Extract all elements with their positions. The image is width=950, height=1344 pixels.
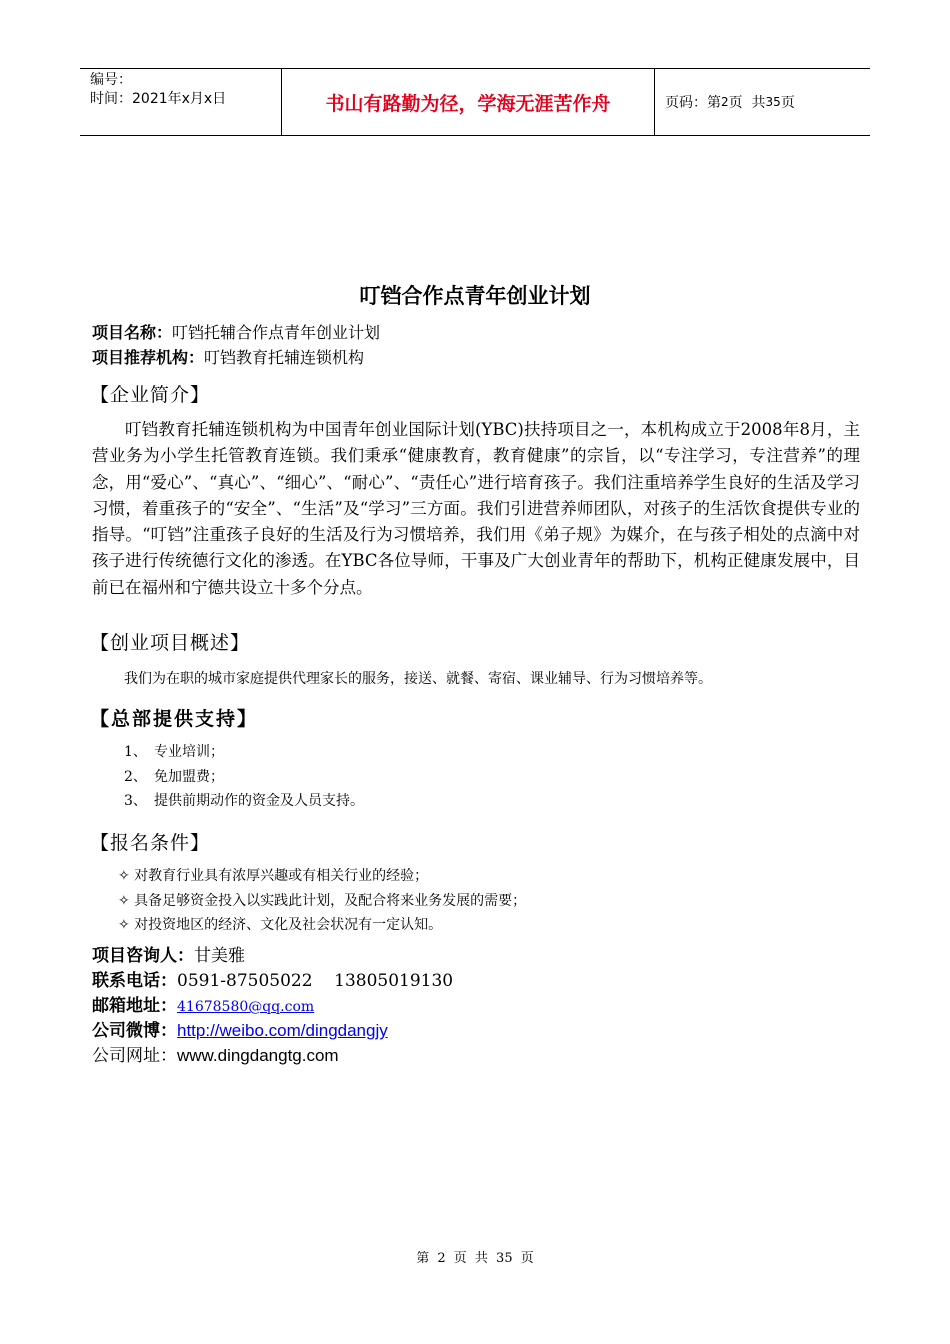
phone-label: 联系电话： (92, 971, 177, 991)
consultant: 甘美雅 (194, 946, 245, 966)
consultant-line (92, 941, 245, 966)
project-name-label: 项目名称： (92, 323, 173, 342)
site-line (92, 1041, 339, 1066)
overview-heading: 【创业项目概述】 (90, 632, 251, 654)
page-prefix: 页码：第 (665, 95, 721, 111)
intro-paragraph: 叮铛教育托辅连锁机构为中国青年创业国际计划(YBC)扶持项目之一，本机构成立于2008年8月，主营业务为小学生托管教育连锁。我们秉承“健康教育，教育健康”的宗旨，以“专注学习，专注营养”的理念，用“爱心”、“真心”、“细心”、“耐心”、“责任心”进行培育孩子。我们注重培养学生良好的生活及学习习惯，着重孩子的“安全”、“生活”及“学习”三方面。我们引进营养师团队，对孩子的生活饮食提供专业的指导。“叮铛”注重孩子良好的生活及行为习惯培养，我们用《弟子规》为媒介，在与孩子相处的点滴中对孩子进行传统德行文化的渗透。在YBC各位导师，干事及广大创业青年的帮助下，机构正健康发展中，目前已在福州和宁德共设立十多个分点。 (92, 420, 860, 597)
requirements-heading: 【报名条件】 (90, 832, 211, 854)
support-list (124, 740, 364, 814)
time-text: 时间：2021年x月x日 (90, 91, 227, 107)
page-indicator (655, 69, 870, 135)
list-item: ✧ 对教育行业具有浓厚兴趣或有相关行业的经验； (118, 868, 429, 884)
weibo-label: 公司微博： (92, 1021, 177, 1041)
list-item: 3、 提供前期动作的资金及人员支持。 (124, 793, 364, 809)
number-label: 编号： (90, 72, 132, 88)
overview-paragraph: 我们为在职的城市家庭提供代理家长的服务，接送、就餐、寄宿、课业辅导、行为习惯培养等。 (124, 671, 712, 687)
page-title: 叮铛合作点青年创业计划 (359, 284, 591, 308)
list-item: ✧ 具备足够资金投入以实践此计划，及配合将来业务发展的需要； (118, 892, 527, 909)
page-total: 35 (765, 95, 781, 109)
weibo-link[interactable]: http://weibo.com/dingdangjy (177, 1021, 388, 1040)
requirements-list (118, 864, 526, 938)
consultant-label: 项目咨询人： (92, 946, 194, 966)
page-number: 2 (721, 95, 729, 109)
weibo-line (92, 1016, 388, 1041)
site-url: www.dingdangtg.com (177, 1046, 339, 1065)
page-suffix: 页 (780, 95, 795, 111)
email-link[interactable]: 41678580@qq.com (177, 999, 315, 1015)
project-name-line (92, 320, 380, 343)
intro-heading: 【企业简介】 (90, 384, 211, 406)
site-label: 公司网址： (92, 1046, 177, 1066)
email-label: 邮箱地址： (92, 996, 177, 1016)
support-heading: 【总部提供支持】 (90, 708, 259, 730)
page-mid: 页 共 (728, 95, 766, 111)
recommender: 叮铛教育托辅连锁机构 (204, 348, 365, 367)
recommender-label: 项目推荐机构： (92, 348, 205, 367)
footer-page-number: 第 2 页 共 35 页 (416, 1251, 534, 1266)
list-item: 2、 免加盟费； (124, 768, 224, 785)
email-line (92, 991, 314, 1016)
phone-line (92, 966, 453, 991)
list-item: 1、 专业培训； (124, 744, 224, 760)
list-item: ✧ 对投资地区的经济、文化及社会状况有一定认知。 (118, 917, 443, 933)
recommender-line (92, 345, 364, 368)
phone: 0591-87505022 13805019130 (177, 971, 454, 991)
motto: 书山有路勤为径，学海无涯苦作舟 (281, 69, 655, 135)
project-name: 叮铛托辅合作点青年创业计划 (172, 323, 381, 342)
header-table (80, 68, 870, 136)
header-left-cell (80, 69, 281, 135)
